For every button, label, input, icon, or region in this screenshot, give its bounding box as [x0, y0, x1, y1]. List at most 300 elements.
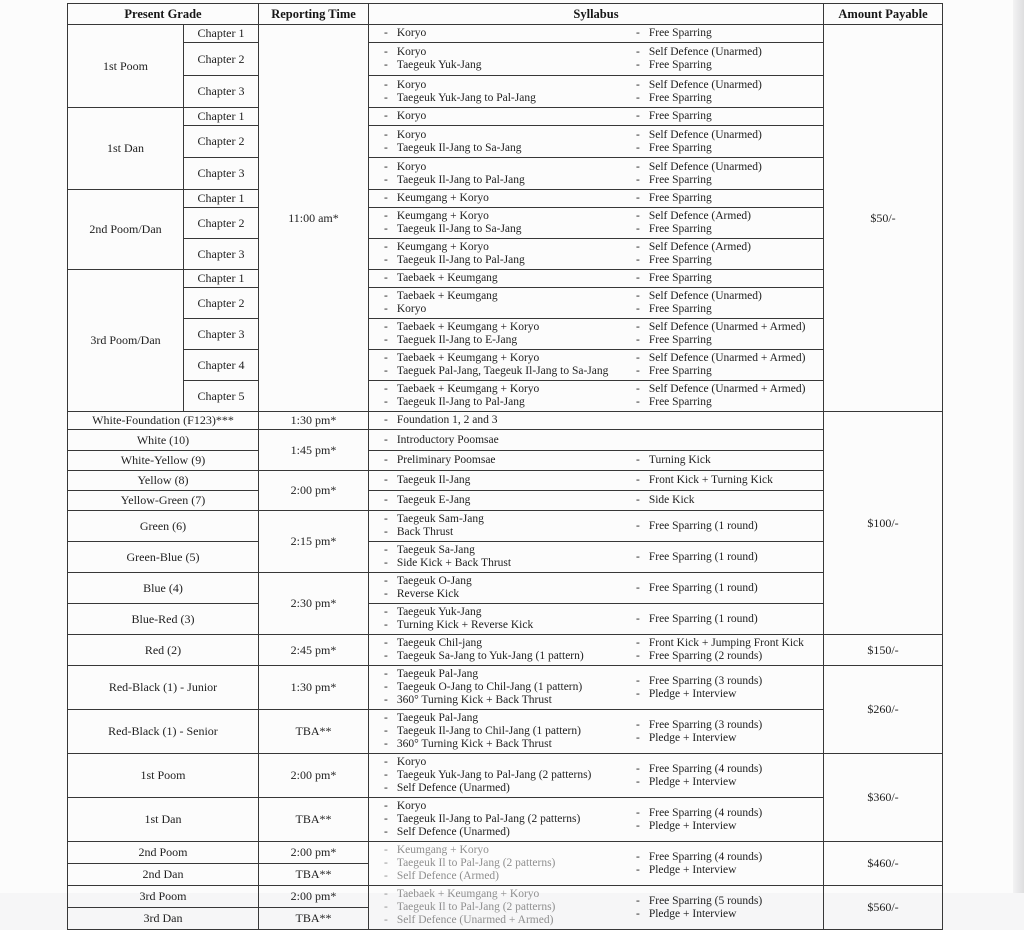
syllabus-left-list — [369, 192, 621, 205]
syllabus-item — [621, 321, 823, 334]
syllabus-item — [369, 365, 621, 378]
syllabus-item-text: Free Sparring — [648, 192, 712, 204]
syllabus-cell — [369, 886, 824, 930]
syllabus-cell — [369, 511, 824, 542]
syllabus-item-text: Pledge + Interview — [648, 907, 737, 920]
syllabus-left-list — [369, 474, 621, 487]
syllabus-columns — [369, 888, 823, 927]
bullet-dash: - — [636, 687, 640, 700]
bullet-dash: - — [384, 725, 388, 737]
bullet-dash: - — [384, 352, 388, 364]
syllabus-columns — [369, 434, 823, 447]
syllabus-item — [621, 763, 823, 776]
grade-cell: Yellow-Green (7) — [68, 491, 259, 511]
bullet-dash: - — [636, 303, 640, 315]
amount-cell: $360/- — [824, 754, 943, 842]
syllabus-item-text: Self Defence (Unarmed) — [648, 128, 762, 141]
syllabus-columns — [369, 192, 823, 205]
syllabus-cell — [369, 635, 824, 666]
syllabus-item — [621, 92, 823, 105]
syllabus-item — [369, 494, 621, 507]
syllabus-item — [369, 303, 621, 316]
chapter-cell: Chapter 2 — [184, 43, 259, 76]
syllabus-item — [369, 844, 621, 857]
syllabus-item — [621, 650, 823, 663]
syllabus-right-list — [621, 129, 823, 155]
syllabus-item-text: Self Defence (Unarmed) — [396, 782, 510, 794]
syllabus-left-list — [369, 321, 621, 347]
syllabus-item-text: Free Sparring — [648, 254, 712, 266]
bullet-dash: - — [636, 494, 640, 506]
bullet-dash: - — [636, 907, 640, 920]
syllabus-item-text: Taegeuk E-Jang — [396, 494, 471, 506]
syllabus-item — [369, 870, 621, 883]
bullet-dash: - — [636, 334, 640, 346]
bullet-dash: - — [636, 806, 640, 819]
chapter-cell: Chapter 1 — [184, 25, 259, 43]
amount-cell: $150/- — [824, 635, 943, 666]
bullet-dash: - — [636, 290, 640, 302]
syllabus-columns — [369, 414, 823, 427]
table-row — [68, 288, 943, 319]
syllabus-item — [369, 414, 621, 427]
bullet-dash: - — [384, 454, 388, 466]
syllabus-item-text: Self Defence (Armed) — [648, 210, 752, 222]
syllabus-item — [621, 383, 823, 396]
bullet-dash: - — [384, 78, 388, 91]
syllabus-item-text: Self Defence (Armed) — [396, 870, 500, 882]
syllabus-item-text: Introductory Poomsae — [396, 433, 499, 446]
bullet-dash: - — [384, 870, 388, 882]
syllabus-item — [369, 575, 621, 588]
syllabus-item-text: Free Sparring (1 round) — [648, 581, 758, 594]
table-row — [68, 319, 943, 350]
time-cell: 1:45 pm* — [259, 430, 369, 471]
syllabus-item — [369, 129, 621, 142]
syllabus-item-text: Taegeuk Il to Pal-Jang (2 patterns) — [396, 901, 556, 913]
header-row — [68, 4, 943, 25]
syllabus-item — [621, 174, 823, 187]
syllabus-cell — [369, 798, 824, 842]
syllabus-cell — [369, 319, 824, 350]
syllabus-left-list — [369, 352, 621, 378]
syllabus-cell — [369, 542, 824, 573]
syllabus-item — [369, 725, 621, 738]
syllabus-item — [369, 396, 621, 409]
syllabus-right-list — [621, 494, 823, 507]
syllabus-item — [369, 474, 621, 487]
syllabus-item — [369, 526, 621, 539]
syllabus-right-list — [621, 637, 823, 663]
bullet-dash: - — [384, 396, 388, 408]
syllabus-cell — [369, 126, 824, 158]
syllabus-cell — [369, 43, 824, 76]
syllabus-left-list — [369, 454, 621, 467]
syllabus-columns — [369, 352, 823, 378]
syllabus-item-text: Self Defence (Unarmed) — [396, 826, 510, 838]
syllabus-cell — [369, 381, 824, 412]
header-present-grade: Present Grade — [68, 4, 259, 25]
bullet-dash: - — [636, 762, 640, 775]
bullet-dash: - — [636, 241, 640, 253]
bullet-dash: - — [636, 612, 640, 625]
syllabus-item — [621, 210, 823, 223]
syllabus-item-text: Taebaek + Keumgang + Koryo — [396, 321, 540, 333]
grade-cell: Red-Black (1) - Junior — [68, 666, 259, 710]
bullet-dash: - — [384, 27, 388, 39]
syllabus-item-text: Taebaek + Keumgang + Koryo — [396, 352, 540, 364]
table-row — [68, 381, 943, 412]
table-row — [68, 208, 943, 239]
time-cell: 1:30 pm* — [259, 666, 369, 710]
time-cell: 2:00 pm* — [259, 886, 369, 908]
syllabus-item — [621, 192, 823, 205]
syllabus-item — [621, 396, 823, 409]
syllabus-item — [621, 851, 823, 864]
syllabus-item — [621, 551, 823, 564]
bullet-dash: - — [636, 718, 640, 731]
grade-cell: 2nd Poom — [68, 842, 259, 864]
syllabus-item-text: Self Defence (Unarmed) — [648, 290, 762, 302]
syllabus-item-text: Taegeuk Il-Jang — [396, 474, 471, 486]
syllabus-item — [369, 434, 621, 447]
syllabus-columns — [369, 800, 823, 839]
table-row — [68, 126, 943, 158]
amount-cell: $50/- — [824, 25, 943, 412]
time-cell: TBA** — [259, 710, 369, 754]
bullet-dash: - — [384, 738, 388, 750]
table-row — [68, 451, 943, 471]
syllabus-item-text: Free Sparring (1 round) — [648, 550, 758, 563]
bullet-dash: - — [384, 637, 388, 649]
bullet-dash: - — [636, 365, 640, 377]
syllabus-cell — [369, 108, 824, 126]
syllabus-item — [369, 210, 621, 223]
syllabus-item — [621, 334, 823, 347]
amount-cell: $560/- — [824, 886, 943, 930]
table-row — [68, 108, 943, 126]
syllabus-item — [369, 272, 621, 285]
syllabus-left-list — [369, 161, 621, 187]
bullet-dash: - — [636, 474, 640, 486]
bullet-dash: - — [636, 637, 640, 649]
syllabus-item — [369, 557, 621, 570]
syllabus-item-text: Taegeuk Yuk-Jang — [396, 59, 482, 71]
syllabus-item — [369, 544, 621, 557]
syllabus-item — [369, 142, 621, 155]
syllabus-left-list — [369, 110, 621, 123]
grade-cell: Blue-Red (3) — [68, 604, 259, 635]
table-row — [68, 158, 943, 190]
syllabus-left-list — [369, 513, 621, 539]
syllabus-item-text: Self Defence (Unarmed + Armed) — [648, 352, 806, 364]
chapter-cell: Chapter 2 — [184, 208, 259, 239]
syllabus-item-text: Taegeuk Pal-Jang — [396, 668, 479, 680]
bullet-dash: - — [384, 110, 388, 122]
syllabus-item — [369, 383, 621, 396]
syllabus-item-text: Free Sparring — [648, 272, 712, 284]
syllabus-left-list — [369, 27, 621, 40]
syllabus-item — [369, 352, 621, 365]
syllabus-left-list — [369, 756, 621, 795]
grade-cell: White-Foundation (F123)*** — [68, 412, 259, 430]
syllabus-item — [369, 681, 621, 694]
bullet-dash: - — [636, 819, 640, 832]
syllabus-columns — [369, 474, 823, 487]
syllabus-item — [621, 582, 823, 595]
grade-cell: 3rd Dan — [68, 908, 259, 930]
bullet-dash: - — [636, 128, 640, 141]
syllabus-item — [369, 223, 621, 236]
syllabus-right-list — [621, 454, 823, 467]
syllabus-item — [369, 59, 621, 72]
syllabus-cell — [369, 412, 824, 430]
syllabus-columns — [369, 544, 823, 570]
syllabus-left-list — [369, 210, 621, 236]
syllabus-item-text: Taegeuk Il-Jang to Sa-Jang — [396, 141, 522, 154]
syllabus-item-text: Free Sparring (4 rounds) — [648, 762, 763, 775]
syllabus-item-text: Free Sparring — [648, 334, 712, 346]
syllabus-cell — [369, 491, 824, 511]
syllabus-columns — [369, 454, 823, 467]
grade-cell: Yellow (8) — [68, 471, 259, 491]
syllabus-cell — [369, 190, 824, 208]
syllabus-item — [369, 192, 621, 205]
syllabus-item — [621, 776, 823, 789]
table-row — [68, 754, 943, 798]
syllabus-item — [369, 588, 621, 601]
syllabus-right-list — [621, 272, 823, 285]
grade-cell: Green (6) — [68, 511, 259, 542]
syllabus-right-list — [621, 161, 823, 187]
syllabus-item — [621, 637, 823, 650]
grade-cell: White-Yellow (9) — [68, 451, 259, 471]
syllabus-item-text: Koryo — [396, 160, 427, 173]
bullet-dash: - — [636, 352, 640, 364]
bullet-dash: - — [636, 674, 640, 687]
amount-cell: $100/- — [824, 412, 943, 635]
syllabus-item-text: Koryo — [396, 27, 427, 39]
bullet-dash: - — [384, 813, 388, 825]
syllabus-item — [369, 650, 621, 663]
syllabus-item-text: Taebaek + Keumgang — [396, 272, 498, 284]
bullet-dash: - — [384, 210, 388, 222]
syllabus-right-list — [621, 352, 823, 378]
syllabus-item — [369, 637, 621, 650]
syllabus-item — [621, 688, 823, 701]
syllabus-item-text: Free Sparring — [648, 365, 712, 377]
syllabus-columns — [369, 513, 823, 539]
syllabus-item-text: Turning Kick — [648, 454, 711, 466]
syllabus-right-list — [621, 851, 823, 877]
syllabus-item-text: Free Sparring (4 rounds) — [648, 806, 763, 819]
bullet-dash: - — [384, 91, 388, 104]
syllabus-left-list — [369, 888, 621, 927]
syllabus-item — [369, 92, 621, 105]
table-header — [68, 4, 943, 25]
syllabus-left-list — [369, 46, 621, 72]
syllabus-left-list — [369, 241, 621, 267]
chapter-cell: Chapter 2 — [184, 126, 259, 158]
syllabus-cell — [369, 842, 824, 886]
syllabus-cell — [369, 604, 824, 635]
syllabus-item-text: Side Kick + Back Thrust — [396, 557, 512, 569]
bullet-dash: - — [384, 241, 388, 253]
syllabus-item — [621, 129, 823, 142]
table-row — [68, 190, 943, 208]
syllabus-item-text: Free Sparring (4 rounds) — [648, 850, 763, 863]
syllabus-item — [621, 79, 823, 92]
syllabus-cell — [369, 471, 824, 491]
syllabus-item-text: Free Sparring (1 round) — [648, 519, 758, 532]
bullet-dash: - — [384, 826, 388, 838]
syllabus-left-list — [369, 434, 621, 447]
syllabus-item-text: Koryo — [396, 800, 427, 812]
chapter-cell: Chapter 5 — [184, 381, 259, 412]
syllabus-columns — [369, 46, 823, 72]
time-cell: 2:00 pm* — [259, 842, 369, 864]
syllabus-item-text: Free Sparring — [648, 223, 712, 235]
syllabus-item — [369, 254, 621, 267]
bullet-dash: - — [636, 863, 640, 876]
syllabus-item — [621, 474, 823, 487]
time-cell: TBA** — [259, 908, 369, 930]
amount-cell: $460/- — [824, 842, 943, 886]
syllabus-item — [621, 110, 823, 123]
syllabus-item-text: Koryo — [396, 46, 427, 58]
syllabus-item-text: Taeguek Pal-Jang, Taegeuk Il-Jang to Sa-Jang — [396, 365, 609, 377]
table-row — [68, 542, 943, 573]
syllabus-cell — [369, 430, 824, 451]
table-row — [68, 710, 943, 754]
table-body — [68, 25, 943, 930]
syllabus-item-text: Taegeuk Yuk-Jang to Pal-Jang — [396, 91, 536, 104]
time-cell: TBA** — [259, 798, 369, 842]
syllabus-right-list — [621, 520, 823, 533]
syllabus-right-list — [621, 582, 823, 595]
syllabus-cell — [369, 208, 824, 239]
syllabus-columns — [369, 494, 823, 507]
bullet-dash: - — [384, 694, 388, 706]
syllabus-item-text: Koryo — [396, 303, 427, 315]
syllabus-left-list — [369, 575, 621, 601]
syllabus-item-text: Taegeuk Il-Jang to Pal-Jang (2 patterns) — [396, 813, 581, 825]
syllabus-item — [369, 606, 621, 619]
bullet-dash: - — [384, 588, 388, 600]
syllabus-item-text: Keumgang + Koryo — [396, 844, 489, 856]
bullet-dash: - — [384, 272, 388, 284]
syllabus-item — [369, 668, 621, 681]
bullet-dash: - — [384, 526, 388, 538]
syllabus-columns — [369, 290, 823, 316]
bullet-dash: - — [384, 254, 388, 266]
bullet-dash: - — [636, 254, 640, 266]
bullet-dash: - — [384, 606, 388, 618]
bullet-dash: - — [384, 414, 388, 426]
syllabus-item-text: Self Defence (Unarmed) — [648, 160, 762, 173]
syllabus-item — [621, 454, 823, 467]
table-row — [68, 511, 943, 542]
syllabus-item-text: Taegeuk Sam-Jang — [396, 513, 484, 525]
grade-cell: Blue (4) — [68, 573, 259, 604]
syllabus-item-text: Free Sparring — [648, 110, 712, 122]
syllabus-item-text: Taegeuk Yuk-Jang — [396, 606, 482, 618]
syllabus-columns — [369, 844, 823, 883]
syllabus-item — [369, 174, 621, 187]
syllabus-item — [621, 820, 823, 833]
syllabus-left-list — [369, 290, 621, 316]
chapter-cell: Chapter 1 — [184, 108, 259, 126]
syllabus-item — [621, 352, 823, 365]
syllabus-columns — [369, 756, 823, 795]
syllabus-item — [621, 719, 823, 732]
syllabus-left-list — [369, 383, 621, 409]
bullet-dash: - — [384, 668, 388, 680]
amount-cell: $260/- — [824, 666, 943, 754]
bullet-dash: - — [636, 321, 640, 333]
syllabus-item-text: Turning Kick + Reverse Kick — [396, 619, 534, 631]
syllabus-columns — [369, 272, 823, 285]
syllabus-item-text: Free Sparring (5 rounds) — [648, 894, 763, 907]
bullet-dash: - — [636, 110, 640, 122]
syllabus-item-text: Pledge + Interview — [648, 863, 737, 876]
chapter-cell: Chapter 3 — [184, 158, 259, 190]
table-row — [68, 239, 943, 270]
syllabus-item-text: Free Sparring — [648, 173, 712, 186]
syllabus-columns — [369, 637, 823, 663]
syllabus-item — [621, 732, 823, 745]
bullet-dash: - — [636, 396, 640, 408]
syllabus-item-text: Taegeuk Il-Jang to Sa-Jang — [396, 223, 522, 235]
bullet-dash: - — [384, 290, 388, 302]
syllabus-right-list — [621, 763, 823, 789]
syllabus-item — [369, 694, 621, 707]
syllabus-item — [369, 901, 621, 914]
syllabus-item-text: Taegeuk Yuk-Jang to Pal-Jang (2 patterns) — [396, 769, 592, 781]
syllabus-right-list — [621, 46, 823, 72]
syllabus-cell — [369, 270, 824, 288]
chapter-cell: Chapter 4 — [184, 350, 259, 381]
syllabus-left-list — [369, 844, 621, 883]
syllabus-item — [369, 738, 621, 751]
header-amount-payable: Amount Payable — [824, 4, 943, 25]
bullet-dash: - — [384, 223, 388, 235]
syllabus-item — [369, 321, 621, 334]
bullet-dash: - — [384, 160, 388, 173]
bullet-dash: - — [384, 914, 388, 926]
syllabus-right-list — [621, 675, 823, 701]
bullet-dash: - — [384, 681, 388, 693]
time-cell: 2:30 pm* — [259, 573, 369, 635]
bullet-dash: - — [384, 575, 388, 587]
syllabus-item — [621, 59, 823, 72]
grade-cell: 3rd Poom — [68, 886, 259, 908]
bullet-dash: - — [636, 91, 640, 104]
chapter-cell: Chapter 3 — [184, 239, 259, 270]
table-row — [68, 270, 943, 288]
syllabus-columns — [369, 321, 823, 347]
syllabus-columns — [369, 668, 823, 707]
syllabus-item-text: Keumgang + Koryo — [396, 210, 489, 222]
syllabus-item — [369, 782, 621, 795]
table-row — [68, 350, 943, 381]
syllabus-item-text: Front Kick + Turning Kick — [648, 474, 773, 486]
syllabus-item — [621, 895, 823, 908]
syllabus-left-list — [369, 494, 621, 507]
syllabus-item-text: Taebaek + Keumgang + Koryo — [396, 888, 540, 900]
syllabus-item-text: Preliminary Poomsae — [396, 454, 496, 466]
syllabus-item-text: Taegeuk O-Jang — [396, 575, 472, 587]
